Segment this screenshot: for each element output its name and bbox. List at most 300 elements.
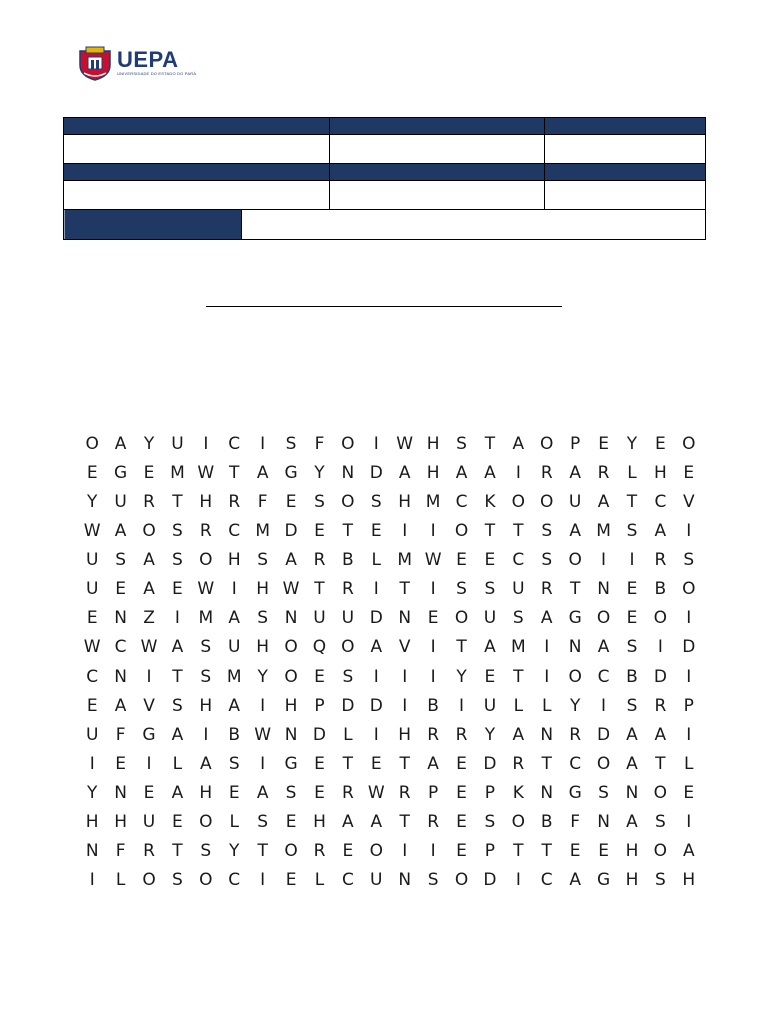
grid-letter: Y — [87, 491, 98, 512]
grid-letter: T — [172, 841, 183, 862]
grid-letter: B — [427, 695, 439, 716]
grid-letter: T — [172, 491, 183, 512]
uepa-emblem-icon — [76, 43, 114, 81]
grid-letter: D — [483, 870, 497, 891]
grid-letter: C — [341, 870, 354, 891]
grid-letter: O — [596, 753, 611, 774]
grid-letter: E — [427, 608, 439, 629]
grid-letter: P — [427, 783, 439, 804]
grid-letter: N — [114, 608, 127, 629]
grid-letter: O — [284, 637, 298, 658]
grid-letter: H — [398, 491, 412, 512]
grid-letter: C — [455, 491, 468, 512]
grid-letter: E — [172, 812, 183, 833]
grid-letter: O — [511, 491, 526, 512]
grid-letter: Y — [484, 724, 496, 745]
grid-letter: F — [570, 812, 581, 833]
grid-letter: I — [430, 637, 436, 658]
grid-letter: H — [426, 433, 440, 454]
grid-letter: R — [540, 579, 553, 600]
grid-letter: R — [597, 462, 610, 483]
cell-divider — [241, 210, 242, 239]
grid-letter: R — [398, 783, 411, 804]
grid-letter: S — [456, 433, 467, 454]
grid-letter: O — [596, 608, 611, 629]
grid-letter: I — [146, 666, 152, 687]
grid-letter: E — [456, 550, 467, 571]
grid-letter: E — [655, 433, 666, 454]
grid-letter: O — [199, 550, 213, 571]
grid-letter: U — [85, 724, 99, 745]
grid-letter: I — [430, 666, 436, 687]
grid-letter: L — [542, 695, 552, 716]
grid-letter: C — [114, 637, 127, 658]
grid-letter: P — [484, 841, 496, 862]
grid-letter: D — [369, 695, 383, 716]
grid-letter: C — [597, 666, 610, 687]
grid-letter: D — [312, 724, 327, 745]
grid-letter: I — [260, 753, 266, 774]
grid-letter: Y — [314, 462, 325, 483]
grid-letter: D — [653, 666, 667, 687]
grid-letter: C — [228, 870, 241, 891]
grid-letter: O — [454, 870, 469, 891]
grid-letter: I — [373, 666, 379, 687]
grid-letter: W — [367, 783, 385, 804]
grid-letter: A — [626, 812, 638, 833]
grid-letter: T — [172, 666, 183, 687]
grid-letter: O — [284, 666, 298, 687]
grid-letter: A — [626, 724, 638, 745]
grid-letter: I — [146, 753, 152, 774]
grid-letter: U — [85, 579, 99, 600]
grid-letter: A — [682, 841, 695, 862]
grid-letter: N — [85, 841, 99, 862]
grid-letter: E — [314, 520, 325, 541]
grid-letter: T — [541, 753, 552, 774]
title-underline — [206, 306, 562, 307]
grid-letter: M — [510, 637, 526, 658]
grid-letter: I — [89, 753, 95, 774]
grid-letter: I — [686, 724, 692, 745]
grid-letter: T — [655, 753, 666, 774]
grid-letter: W — [83, 637, 101, 658]
grid-letter: A — [484, 637, 496, 658]
grid-letter: O — [454, 520, 469, 541]
grid-letter: U — [171, 433, 184, 454]
grid-letter: I — [89, 870, 95, 891]
grid-letter: M — [425, 491, 441, 512]
grid-letter: E — [314, 783, 325, 804]
field-cell[interactable] — [545, 181, 706, 210]
grid-letter: R — [654, 550, 667, 571]
grid-letter: S — [342, 666, 354, 687]
grid-letter: Y — [143, 433, 155, 454]
grid-letter: N — [398, 608, 412, 629]
grid-letter: E — [115, 753, 126, 774]
grid-letter: G — [114, 462, 128, 483]
field-cell[interactable] — [545, 135, 706, 164]
grid-letter: S — [228, 753, 240, 774]
grid-letter: H — [625, 870, 639, 891]
grid-letter: E — [626, 579, 638, 600]
grid-letter: L — [314, 870, 325, 891]
grid-letter: A — [626, 753, 638, 774]
grid-letter: I — [373, 724, 379, 745]
header-row — [64, 164, 706, 181]
wide-field-cell[interactable] — [330, 210, 706, 240]
grid-letter: R — [341, 783, 354, 804]
grid-letter: A — [171, 783, 184, 804]
grid-letter: C — [569, 753, 582, 774]
grid-letter: M — [255, 520, 270, 541]
grid-letter: O — [284, 841, 298, 862]
field-cell[interactable] — [64, 135, 330, 164]
grid-letter: N — [284, 608, 298, 629]
grid-letter: G — [568, 783, 582, 804]
grid-letter: S — [172, 870, 183, 891]
grid-letter: E — [683, 462, 695, 483]
grid-letter: I — [203, 433, 209, 454]
grid-letter: I — [544, 666, 550, 687]
grid-letter: R — [455, 724, 468, 745]
grid-letter: A — [200, 753, 212, 774]
grid-letter: I — [373, 433, 379, 454]
grid-letter: A — [171, 724, 184, 745]
grid-letter: G — [596, 870, 611, 891]
grid-letter: A — [569, 462, 581, 483]
grid-letter: M — [170, 462, 185, 483]
grid-letter: I — [686, 812, 692, 833]
logo-name: UEPA — [117, 46, 179, 72]
grid-letter: E — [456, 812, 467, 833]
grid-letter: U — [483, 608, 497, 629]
grid-letter: M — [596, 520, 611, 541]
grid-letter: H — [398, 724, 412, 745]
grid-letter: N — [114, 666, 127, 687]
grid-letter: A — [256, 783, 269, 804]
grid-letter: A — [114, 520, 127, 541]
grid-letter: A — [228, 695, 241, 716]
grid-letter: T — [513, 841, 524, 862]
grid-letter: G — [568, 608, 582, 629]
grid-letter: A — [455, 462, 468, 483]
grid-letter: E — [285, 491, 297, 512]
grid-letter: O — [454, 608, 469, 629]
student-info-table — [63, 117, 706, 240]
grid-letter: I — [402, 666, 408, 687]
grid-letter: S — [200, 666, 212, 687]
grid-letter: H — [227, 550, 241, 571]
grid-letter: S — [172, 695, 183, 716]
grid-letter: S — [257, 608, 269, 629]
grid-letter: I — [515, 462, 521, 483]
grid-letter: V — [682, 491, 695, 512]
wide-field-row — [64, 210, 706, 240]
grid-letter: H — [114, 812, 127, 833]
grid-letter: L — [371, 550, 382, 571]
grid-letter: C — [512, 550, 525, 571]
grid-letter: P — [484, 783, 496, 804]
grid-letter: S — [314, 491, 325, 512]
grid-letter: O — [653, 608, 668, 629]
header-cell — [330, 164, 545, 181]
grid-letter: U — [483, 695, 497, 716]
grid-letter: A — [285, 550, 297, 571]
grid-letter: E — [143, 462, 155, 483]
grid-letter: H — [256, 637, 270, 658]
grid-letter: N — [625, 783, 639, 804]
grid-letter: A — [370, 637, 383, 658]
grid-letter: W — [197, 579, 215, 600]
grid-letter: E — [285, 870, 297, 891]
grid-letter: Y — [229, 841, 240, 862]
grid-letter: I — [231, 579, 237, 600]
grid-letter: E — [683, 783, 695, 804]
grid-letter: O — [653, 783, 668, 804]
grid-letter: S — [172, 520, 183, 541]
grid-letter: W — [424, 550, 442, 571]
grid-letter: I — [373, 579, 379, 600]
grid-letter: O — [568, 550, 582, 571]
grid-letter: P — [314, 695, 325, 716]
header-cell — [545, 118, 706, 135]
grid-letter: W — [197, 462, 215, 483]
grid-letter: S — [257, 550, 269, 571]
header-cell — [64, 164, 330, 181]
grid-letter: S — [370, 491, 382, 512]
grid-letter: N — [540, 783, 554, 804]
grid-letter: I — [629, 550, 635, 571]
grid-letter: W — [140, 637, 158, 658]
grid-letter: S — [654, 870, 666, 891]
grid-letter: E — [626, 608, 638, 629]
grid-letter: R — [512, 753, 525, 774]
grid-letter: N — [284, 724, 298, 745]
field-cell[interactable] — [330, 181, 545, 210]
grid-letter: S — [683, 550, 695, 571]
grid-letter: L — [229, 812, 239, 833]
logo-subtitle: UNIVERSIDADE DO ESTADO DO PARÁ — [117, 70, 197, 76]
grid-letter: Y — [257, 666, 268, 687]
grid-letter: D — [369, 462, 383, 483]
grid-letter: G — [142, 724, 156, 745]
grid-letter: G — [284, 753, 298, 774]
grid-letter: S — [285, 783, 297, 804]
grid-letter: U — [142, 812, 156, 833]
grid-letter: C — [228, 520, 241, 541]
grid-letter: E — [285, 812, 297, 833]
grid-letter: O — [341, 433, 355, 454]
grid-letter: C — [86, 666, 99, 687]
grid-letter: A — [512, 724, 525, 745]
grid-letter: T — [456, 637, 467, 658]
grid-letter: A — [171, 637, 184, 658]
grid-letter: R — [569, 724, 582, 745]
grid-letter: T — [484, 433, 496, 454]
grid-letter: I — [430, 520, 436, 541]
grid-letter: A — [398, 462, 411, 483]
grid-letter: H — [682, 870, 696, 891]
grid-letter: I — [544, 637, 550, 658]
grid-letter: H — [625, 841, 639, 862]
grid-letter: D — [341, 695, 355, 716]
grid-letter: M — [198, 608, 214, 629]
grid-letter: R — [199, 520, 212, 541]
grid-letter: S — [512, 608, 524, 629]
grid-letter: N — [398, 870, 412, 891]
grid-letter: T — [399, 812, 410, 833]
grid-letter: S — [598, 783, 609, 804]
grid-letter: A — [569, 520, 581, 541]
grid-letter: A — [540, 608, 553, 629]
grid-letter: S — [172, 550, 183, 571]
grid-letter: I — [601, 695, 607, 716]
grid-letter: U — [85, 550, 99, 571]
grid-letter: S — [200, 637, 212, 658]
field-cell[interactable] — [64, 181, 330, 210]
grid-letter: N — [597, 579, 610, 600]
grid-letter: E — [314, 666, 325, 687]
grid-letter: R — [143, 491, 155, 512]
grid-letter: P — [570, 433, 581, 454]
grid-letter: T — [513, 666, 524, 687]
grid-letter: U — [114, 491, 127, 512]
grid-letter: S — [285, 433, 297, 454]
grid-letter: H — [313, 812, 326, 833]
grid-letter: B — [626, 666, 638, 687]
grid-letter: H — [199, 695, 213, 716]
grid-letter: A — [114, 695, 127, 716]
grid-letter: R — [427, 724, 440, 745]
grid-letter: D — [483, 753, 497, 774]
grid-letter: E — [228, 783, 240, 804]
grid-letter: L — [343, 724, 353, 745]
grid-letter: K — [512, 783, 524, 804]
grid-letter: A — [597, 637, 610, 658]
header-row — [64, 118, 706, 135]
grid-letter: E — [86, 695, 98, 716]
grid-letter: I — [402, 520, 408, 541]
grid-letter: E — [456, 753, 467, 774]
grid-letter: T — [342, 753, 354, 774]
grid-letter: A — [597, 491, 610, 512]
grid-letter: O — [199, 870, 213, 891]
grid-letter: T — [569, 579, 581, 600]
grid-letter: D — [597, 724, 611, 745]
grid-letter: T — [399, 753, 410, 774]
grid-letter: R — [427, 812, 440, 833]
grid-letter: S — [427, 870, 439, 891]
grid-letter: O — [568, 666, 582, 687]
grid-letter: O — [540, 433, 554, 454]
grid-letter: A — [427, 753, 439, 774]
grid-letter: A — [654, 724, 667, 745]
grid-letter: I — [430, 579, 436, 600]
grid-letter: N — [597, 812, 610, 833]
grid-letter: B — [228, 724, 241, 745]
grid-letter: L — [513, 695, 524, 716]
grid-letter: I — [686, 520, 692, 541]
grid-letter: I — [174, 608, 180, 629]
field-row — [64, 181, 706, 210]
grid-letter: S — [115, 550, 126, 571]
grid-letter: R — [228, 491, 241, 512]
grid-letter: Y — [87, 783, 98, 804]
grid-letter: O — [142, 870, 156, 891]
grid-letter: E — [370, 753, 382, 774]
grid-letter: C — [540, 870, 553, 891]
grid-letter: S — [541, 550, 553, 571]
grid-letter: T — [399, 579, 410, 600]
grid-letter: N — [540, 724, 554, 745]
grid-letter: E — [86, 608, 98, 629]
grid-letter: W — [282, 579, 300, 600]
grid-letter: F — [115, 841, 126, 862]
grid-letter: I — [459, 695, 465, 716]
grid-letter: E — [598, 841, 609, 862]
grid-letter: T — [626, 491, 638, 512]
grid-letter: S — [484, 579, 496, 600]
grid-letter: N — [568, 637, 582, 658]
grid-letter: U — [228, 637, 241, 658]
grid-letter: I — [402, 695, 408, 716]
grid-letter: O — [142, 520, 156, 541]
grid-letter: O — [682, 579, 696, 600]
grid-letter: D — [682, 637, 696, 658]
header-cell — [64, 210, 330, 240]
grid-letter: A — [228, 608, 241, 629]
grid-letter: E — [172, 579, 183, 600]
grid-letter: E — [456, 783, 467, 804]
logo-wordmark — [117, 46, 197, 76]
field-cell[interactable] — [330, 135, 545, 164]
grid-letter: B — [540, 812, 553, 833]
grid-letter: I — [601, 550, 607, 571]
grid-letter: I — [260, 695, 266, 716]
grid-letter: A — [512, 433, 525, 454]
grid-letter: B — [654, 579, 667, 600]
grid-letter: I — [402, 841, 408, 862]
grid-letter: H — [199, 783, 213, 804]
grid-letter: A — [569, 870, 581, 891]
grid-letter: K — [484, 491, 496, 512]
grid-letter: R — [341, 579, 354, 600]
grid-letter: E — [86, 462, 98, 483]
grid-letter: I — [515, 870, 521, 891]
grid-letter: T — [314, 579, 325, 600]
grid-letter: Z — [143, 608, 155, 629]
grid-letter: W — [396, 433, 414, 454]
grid-letter: U — [370, 870, 383, 891]
grid-letter: V — [398, 637, 411, 658]
grid-letter: E — [456, 841, 467, 862]
grid-letter: R — [313, 841, 326, 862]
grid-letter: A — [114, 433, 127, 454]
grid-letter: F — [115, 724, 126, 745]
grid-letter: I — [686, 608, 692, 629]
grid-letter: S — [626, 695, 638, 716]
university-logo — [76, 42, 206, 82]
grid-letter: B — [342, 550, 354, 571]
grid-letter: H — [653, 462, 667, 483]
grid-letter: I — [203, 724, 209, 745]
grid-letter: S — [626, 520, 638, 541]
grid-letter: A — [654, 520, 667, 541]
grid-letter: H — [199, 491, 213, 512]
grid-letter: G — [284, 462, 298, 483]
grid-letter: M — [397, 550, 413, 571]
